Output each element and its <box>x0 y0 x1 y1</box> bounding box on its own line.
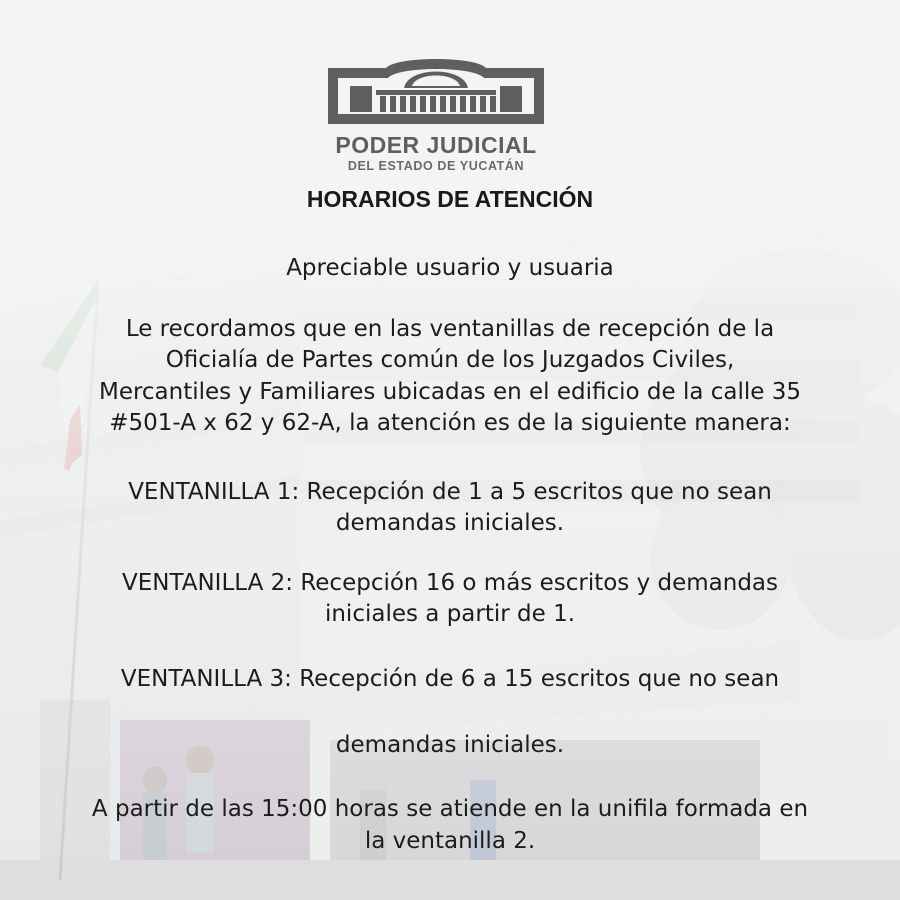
ventanilla-1-line: demandas iniciales. <box>335 510 565 536</box>
note-line: A partir de las 15:00 horas se atiende en la unifila formada en <box>91 796 809 822</box>
ventanilla-2-line: VENTANILLA 2: Recepción 16 o más escritos y demandas <box>121 570 779 596</box>
intro-line: #501-A x 62 y 62-A, la atención es de la siguiente manera: <box>109 410 791 436</box>
page-title: HORARIOS DE ATENCIÓN <box>306 186 594 212</box>
logo-subtitle: DEL ESTADO DE YUCATÁN <box>347 159 525 173</box>
intro-line: Mercantiles y Familiares ubicadas en el edificio de la calle 35 <box>98 379 802 405</box>
greeting: Apreciable usuario y usuaria <box>286 255 614 281</box>
ventanilla-3-line: VENTANILLA 3: Recepción de 6 a 15 escritos que no sean <box>120 666 780 692</box>
ventanilla-3-line: demandas iniciales. <box>335 732 565 758</box>
poder-judicial-logo <box>328 52 544 172</box>
courthouse-logo-icon <box>328 52 544 124</box>
intro-line: Oficialía de Partes común de los Juzgados Civiles, <box>165 347 735 373</box>
ventanilla-2-line: iniciales a partir de 1. <box>324 601 576 627</box>
note-line: la ventanilla 2. <box>364 828 536 854</box>
ventanilla-1-line: VENTANILLA 1: Recepción de 1 a 5 escritos que no sean <box>128 479 772 505</box>
intro-line: Le recordamos que en las ventanillas de recepción de la <box>125 316 775 342</box>
logo-title: PODER JUDICIAL <box>335 132 537 158</box>
